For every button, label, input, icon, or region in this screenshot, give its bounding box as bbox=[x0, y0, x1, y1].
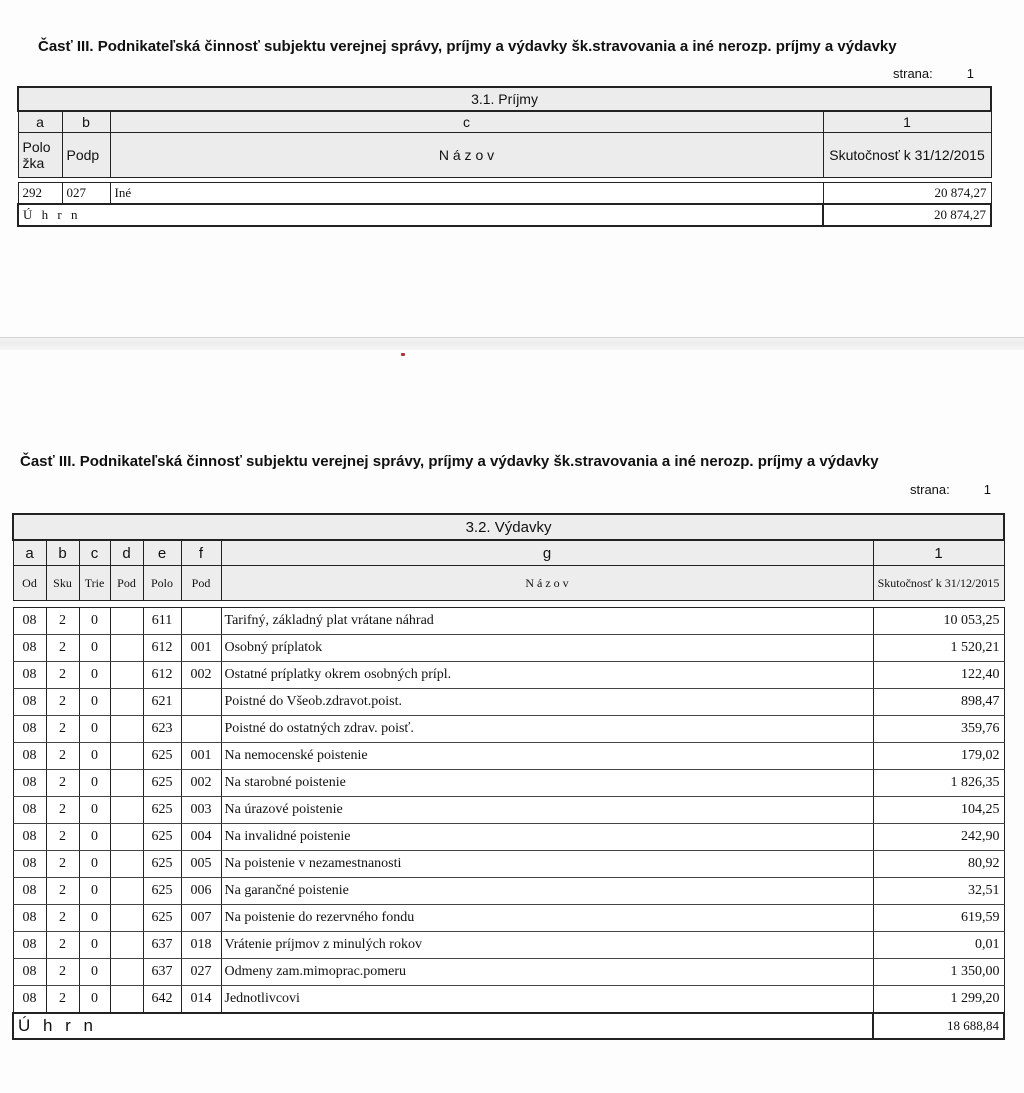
sum-label: Ú h r n bbox=[13, 1013, 873, 1039]
pod-cell bbox=[110, 716, 143, 743]
amount-cell: 619,59 bbox=[873, 905, 1004, 932]
column-letter: 1 bbox=[823, 111, 991, 133]
table-spacer bbox=[13, 601, 1004, 608]
amount-cell: 1 520,21 bbox=[873, 635, 1004, 662]
table-row bbox=[13, 716, 1004, 743]
column-letter: b bbox=[62, 111, 110, 133]
sum-label: Ú h r n bbox=[18, 204, 823, 226]
column-header: Pod bbox=[110, 566, 143, 601]
podp-cell bbox=[181, 608, 221, 635]
sku-cell: 2 bbox=[46, 959, 79, 986]
polo-cell: 612 bbox=[143, 635, 181, 662]
sku-cell: 2 bbox=[46, 743, 79, 770]
pod-cell bbox=[110, 689, 143, 716]
page-value: 1 bbox=[966, 66, 974, 81]
column-letter: c bbox=[110, 111, 823, 133]
pod-cell bbox=[110, 824, 143, 851]
nazov-cell: Iné bbox=[110, 183, 823, 205]
table-row bbox=[13, 797, 1004, 824]
podp-cell: 001 bbox=[181, 743, 221, 770]
table-row bbox=[13, 608, 1004, 635]
od-cell: 08 bbox=[13, 905, 46, 932]
polo-cell: 625 bbox=[143, 743, 181, 770]
amount-cell: 359,76 bbox=[873, 716, 1004, 743]
od-cell: 08 bbox=[13, 932, 46, 959]
pod-cell bbox=[110, 959, 143, 986]
podp-cell: 002 bbox=[181, 770, 221, 797]
polo-cell: 625 bbox=[143, 878, 181, 905]
podp-cell: 006 bbox=[181, 878, 221, 905]
nazov-cell: Tarifný, základný plat vrátane náhrad bbox=[221, 608, 873, 635]
od-cell: 08 bbox=[13, 959, 46, 986]
trie-cell: 0 bbox=[79, 608, 110, 635]
column-letter: 1 bbox=[873, 540, 1004, 566]
od-cell: 08 bbox=[13, 608, 46, 635]
column-letter: a bbox=[13, 540, 46, 566]
page-value: 1 bbox=[983, 482, 991, 497]
amount-cell: 1 826,35 bbox=[873, 770, 1004, 797]
nazov-cell: Poistné do ostatných zdrav. poisť. bbox=[221, 716, 873, 743]
podp-cell: 027 bbox=[181, 959, 221, 986]
pod-cell bbox=[110, 743, 143, 770]
column-letter: e bbox=[143, 540, 181, 566]
amount-cell: 242,90 bbox=[873, 824, 1004, 851]
trie-cell: 0 bbox=[79, 770, 110, 797]
od-cell: 08 bbox=[13, 824, 46, 851]
polo-cell: 625 bbox=[143, 824, 181, 851]
page-label: strana: bbox=[910, 482, 950, 497]
amount-cell: 1 299,20 bbox=[873, 986, 1004, 1014]
od-cell: 08 bbox=[13, 662, 46, 689]
polo-cell: 637 bbox=[143, 932, 181, 959]
column-header: Podp bbox=[62, 133, 110, 178]
podpolozka-cell: 027 bbox=[62, 183, 110, 205]
trie-cell: 0 bbox=[79, 797, 110, 824]
table-row bbox=[13, 689, 1004, 716]
nazov-cell: Na poistenie v nezamestnanosti bbox=[221, 851, 873, 878]
nazov-cell: Na poistenie do rezervného fondu bbox=[221, 905, 873, 932]
table-title: 3.2. Výdavky bbox=[13, 514, 1004, 540]
sku-cell: 2 bbox=[46, 635, 79, 662]
expense-table bbox=[12, 513, 1003, 1040]
sku-cell: 2 bbox=[46, 851, 79, 878]
table-title: 3.1. Príjmy bbox=[18, 87, 991, 111]
sku-cell: 2 bbox=[46, 662, 79, 689]
nazov-cell: Na úrazové poistenie bbox=[221, 797, 873, 824]
amount-cell: 1 350,00 bbox=[873, 959, 1004, 986]
pod-cell bbox=[110, 662, 143, 689]
polo-cell: 625 bbox=[143, 797, 181, 824]
nazov-cell: Osobný príplatok bbox=[221, 635, 873, 662]
column-header: Polo žka bbox=[18, 133, 62, 178]
polo-cell: 625 bbox=[143, 905, 181, 932]
table-row bbox=[13, 932, 1004, 959]
trie-cell: 0 bbox=[79, 959, 110, 986]
pod-cell bbox=[110, 635, 143, 662]
section2-page-number bbox=[910, 482, 991, 497]
sum-value: 20 874,27 bbox=[823, 204, 991, 226]
table-row bbox=[13, 959, 1004, 986]
pod-cell bbox=[110, 797, 143, 824]
section1-title: Časť III. Podnikateľská činnosť subjektu verejnej správy, príjmy a výdavky šk.stravovania a iné nerozp. príjmy a výdavky bbox=[38, 38, 897, 55]
od-cell: 08 bbox=[13, 689, 46, 716]
trie-cell: 0 bbox=[79, 716, 110, 743]
od-cell: 08 bbox=[13, 797, 46, 824]
pod-cell bbox=[110, 770, 143, 797]
sku-cell: 2 bbox=[46, 770, 79, 797]
amount-cell: 898,47 bbox=[873, 689, 1004, 716]
od-cell: 08 bbox=[13, 878, 46, 905]
table-row bbox=[18, 183, 991, 205]
sku-cell: 2 bbox=[46, 878, 79, 905]
podp-cell: 001 bbox=[181, 635, 221, 662]
column-letter: f bbox=[181, 540, 221, 566]
table-row bbox=[13, 878, 1004, 905]
sku-cell: 2 bbox=[46, 608, 79, 635]
polozka-cell: 292 bbox=[18, 183, 62, 205]
polo-cell: 637 bbox=[143, 959, 181, 986]
sku-cell: 2 bbox=[46, 716, 79, 743]
column-header: Skutočnosť k 31/12/2015 bbox=[823, 133, 991, 178]
nazov-cell: Ostatné príplatky okrem osobných prípl. bbox=[221, 662, 873, 689]
trie-cell: 0 bbox=[79, 878, 110, 905]
table-row bbox=[13, 905, 1004, 932]
column-header: Sku bbox=[46, 566, 79, 601]
trie-cell: 0 bbox=[79, 905, 110, 932]
sku-cell: 2 bbox=[46, 932, 79, 959]
page-fold bbox=[0, 337, 1024, 350]
polo-cell: 623 bbox=[143, 716, 181, 743]
column-header: Trie bbox=[79, 566, 110, 601]
pod-cell bbox=[110, 878, 143, 905]
od-cell: 08 bbox=[13, 851, 46, 878]
column-header: Od bbox=[13, 566, 46, 601]
column-header: Polo bbox=[143, 566, 181, 601]
trie-cell: 0 bbox=[79, 986, 110, 1014]
column-letter: d bbox=[110, 540, 143, 566]
trie-cell: 0 bbox=[79, 851, 110, 878]
amount-cell: 20 874,27 bbox=[823, 183, 991, 205]
sku-cell: 2 bbox=[46, 797, 79, 824]
sku-cell: 2 bbox=[46, 824, 79, 851]
trie-cell: 0 bbox=[79, 824, 110, 851]
table-row bbox=[13, 743, 1004, 770]
od-cell: 08 bbox=[13, 743, 46, 770]
amount-cell: 104,25 bbox=[873, 797, 1004, 824]
nazov-cell: Na garančné poistenie bbox=[221, 878, 873, 905]
trie-cell: 0 bbox=[79, 689, 110, 716]
podp-cell: 005 bbox=[181, 851, 221, 878]
od-cell: 08 bbox=[13, 716, 46, 743]
income-table bbox=[17, 86, 990, 227]
polo-cell: 621 bbox=[143, 689, 181, 716]
amount-cell: 0,01 bbox=[873, 932, 1004, 959]
sku-cell: 2 bbox=[46, 986, 79, 1014]
column-header: N á z o v bbox=[221, 566, 873, 601]
podp-cell bbox=[181, 716, 221, 743]
trie-cell: 0 bbox=[79, 743, 110, 770]
amount-cell: 179,02 bbox=[873, 743, 1004, 770]
podp-cell bbox=[181, 689, 221, 716]
amount-cell: 80,92 bbox=[873, 851, 1004, 878]
sku-cell: 2 bbox=[46, 905, 79, 932]
od-cell: 08 bbox=[13, 635, 46, 662]
pod-cell bbox=[110, 608, 143, 635]
sku-cell: 2 bbox=[46, 689, 79, 716]
nazov-cell: Na starobné poistenie bbox=[221, 770, 873, 797]
section2-title: Časť III. Podnikateľská činnosť subjektu verejnej správy, príjmy a výdavky šk.stravovania a iné nerozp. príjmy a výdavky bbox=[20, 453, 879, 470]
table-row bbox=[13, 662, 1004, 689]
column-header: Skutočnosť k 31/12/2015 bbox=[873, 566, 1004, 601]
page-label: strana: bbox=[893, 66, 933, 81]
polo-cell: 612 bbox=[143, 662, 181, 689]
nazov-cell: Na invalidné poistenie bbox=[221, 824, 873, 851]
podp-cell: 004 bbox=[181, 824, 221, 851]
polo-cell: 642 bbox=[143, 986, 181, 1014]
column-header: Pod bbox=[181, 566, 221, 601]
polo-cell: 625 bbox=[143, 770, 181, 797]
column-letter: b bbox=[46, 540, 79, 566]
scan-speck bbox=[401, 353, 405, 356]
podp-cell: 018 bbox=[181, 932, 221, 959]
amount-cell: 10 053,25 bbox=[873, 608, 1004, 635]
od-cell: 08 bbox=[13, 770, 46, 797]
pod-cell bbox=[110, 932, 143, 959]
trie-cell: 0 bbox=[79, 635, 110, 662]
podp-cell: 014 bbox=[181, 986, 221, 1014]
nazov-cell: Na nemocenské poistenie bbox=[221, 743, 873, 770]
podp-cell: 002 bbox=[181, 662, 221, 689]
podp-cell: 007 bbox=[181, 905, 221, 932]
column-letter: c bbox=[79, 540, 110, 566]
amount-cell: 122,40 bbox=[873, 662, 1004, 689]
column-letter: g bbox=[221, 540, 873, 566]
pod-cell bbox=[110, 851, 143, 878]
trie-cell: 0 bbox=[79, 932, 110, 959]
podp-cell: 003 bbox=[181, 797, 221, 824]
section1-page-number bbox=[893, 66, 974, 81]
nazov-cell: Poistné do Všeob.zdravot.poist. bbox=[221, 689, 873, 716]
column-letter: a bbox=[18, 111, 62, 133]
column-header: N á z o v bbox=[110, 133, 823, 178]
pod-cell bbox=[110, 905, 143, 932]
table-row bbox=[13, 770, 1004, 797]
nazov-cell: Jednotlivcovi bbox=[221, 986, 873, 1014]
table-row bbox=[13, 851, 1004, 878]
nazov-cell: Odmeny zam.mimoprac.pomeru bbox=[221, 959, 873, 986]
pod-cell bbox=[110, 986, 143, 1014]
polo-cell: 625 bbox=[143, 851, 181, 878]
table-row bbox=[13, 824, 1004, 851]
amount-cell: 32,51 bbox=[873, 878, 1004, 905]
nazov-cell: Vrátenie príjmov z minulých rokov bbox=[221, 932, 873, 959]
table-row bbox=[13, 635, 1004, 662]
trie-cell: 0 bbox=[79, 662, 110, 689]
table-row bbox=[13, 986, 1004, 1014]
polo-cell: 611 bbox=[143, 608, 181, 635]
od-cell: 08 bbox=[13, 986, 46, 1014]
sum-value: 18 688,84 bbox=[873, 1013, 1004, 1039]
